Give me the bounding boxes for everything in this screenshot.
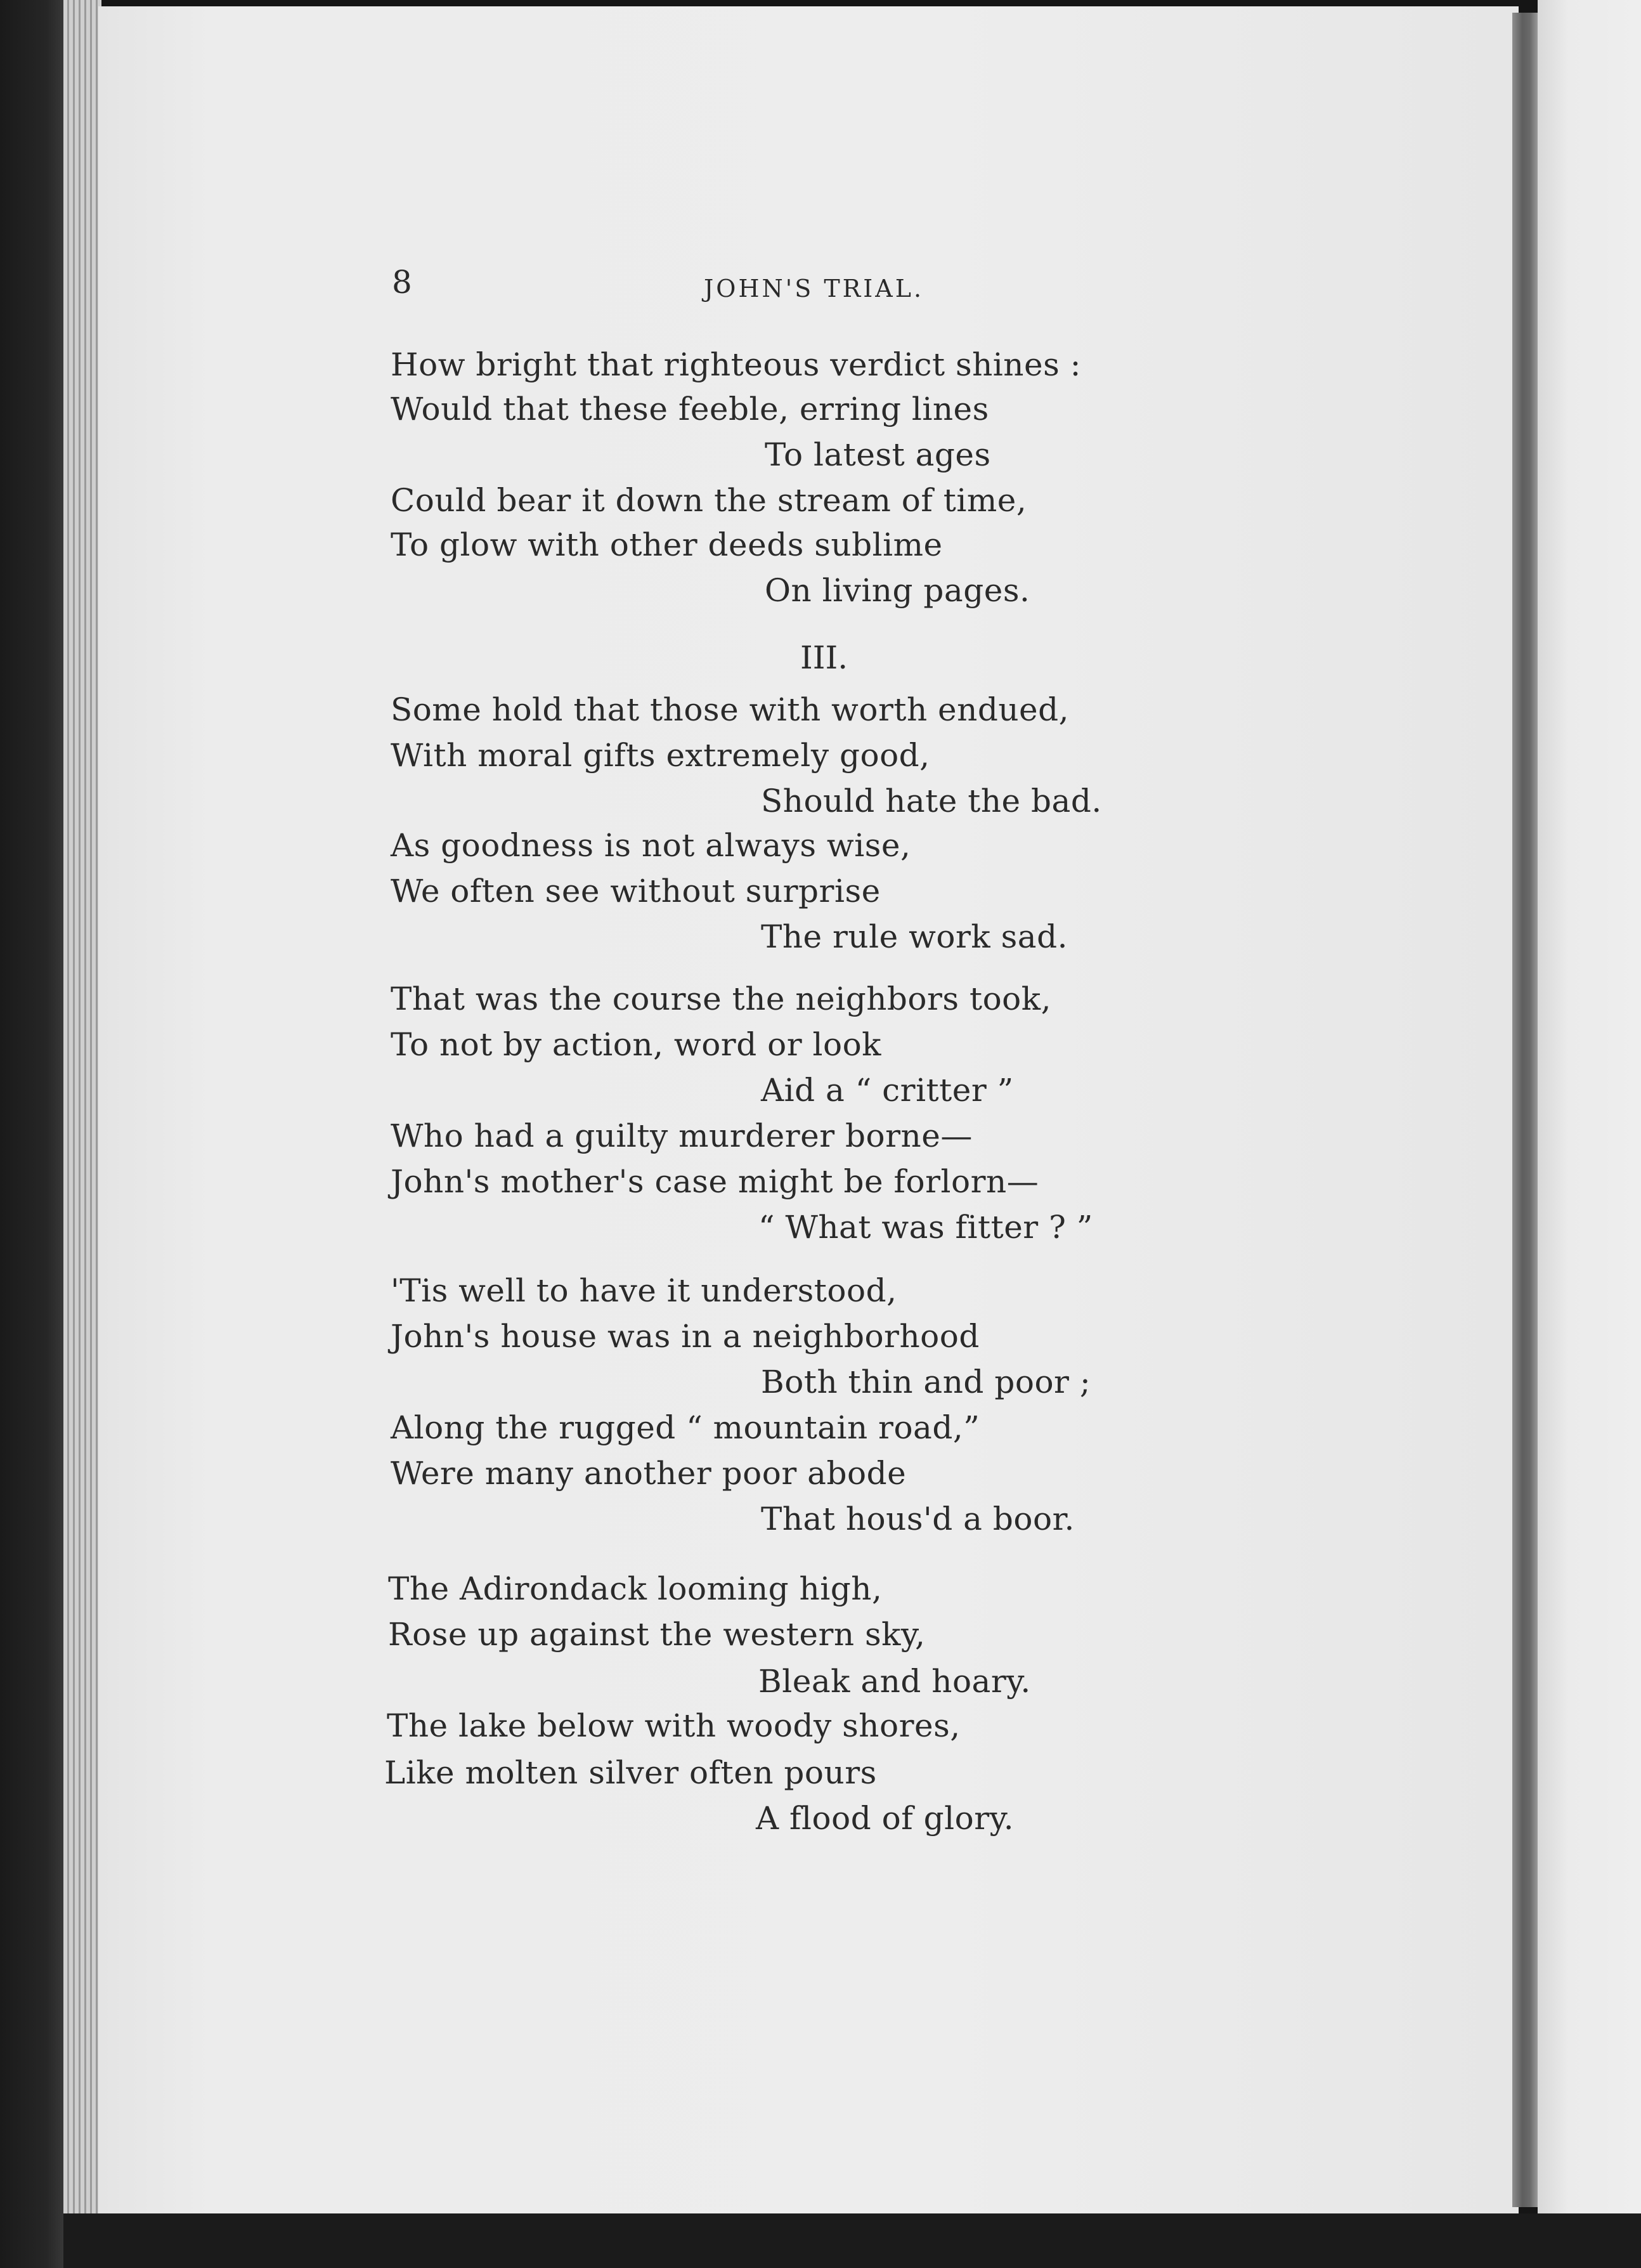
poem-line: A flood of glory. bbox=[756, 1800, 1015, 1837]
running-title: JOHN'S TRIAL. bbox=[704, 275, 924, 303]
poem-line: Both thin and poor ; bbox=[761, 1364, 1091, 1400]
poem-line: Aid a “ critter ” bbox=[761, 1072, 1014, 1109]
section-number: III. bbox=[800, 639, 848, 676]
poem-line: John's house was in a neighborhood bbox=[391, 1318, 980, 1355]
binding-margin bbox=[0, 0, 66, 2268]
poem-line: Should hate the bad. bbox=[761, 783, 1102, 819]
poem-line: Some hold that those with worth endued, bbox=[391, 691, 1070, 728]
poem-line: The rule work sad. bbox=[761, 918, 1068, 955]
book-spine bbox=[1512, 13, 1538, 2207]
poem-line: Bleak and hoary. bbox=[758, 1663, 1031, 1700]
poem-line: That was the course the neighbors took, bbox=[391, 981, 1051, 1017]
poem-line: The Adirondack looming high, bbox=[388, 1570, 883, 1607]
poem-line: “ What was fitter ? ” bbox=[758, 1209, 1093, 1246]
poem-line: That hous'd a boor. bbox=[761, 1501, 1075, 1537]
poem-line: 'Tis well to have it understood, bbox=[391, 1272, 897, 1309]
poem-line: To not by action, word or look bbox=[391, 1026, 881, 1063]
poem-line: Would that these feeble, erring lines bbox=[391, 391, 989, 427]
book-page bbox=[98, 6, 1519, 2213]
page-number: 8 bbox=[392, 264, 412, 301]
poem-line: To latest ages bbox=[765, 436, 991, 473]
poem-line: Along the rugged “ mountain road,” bbox=[391, 1409, 980, 1446]
poem-line: Rose up against the western sky, bbox=[388, 1616, 926, 1653]
poem-line: The lake below with woody shores, bbox=[387, 1707, 961, 1744]
poem-line: As goodness is not always wise, bbox=[391, 827, 911, 864]
poem-line: Were many another poor abode bbox=[391, 1455, 907, 1492]
poem-line: Like molten silver often pours bbox=[384, 1754, 877, 1791]
poem-line: John's mother's case might be forlorn— bbox=[391, 1163, 1039, 1200]
poem-line: Who had a guilty murderer borne— bbox=[391, 1118, 973, 1154]
bottom-border bbox=[63, 2213, 1641, 2268]
poem-line: Could bear it down the stream of time, bbox=[391, 482, 1027, 519]
poem-line: We often see without surprise bbox=[391, 873, 881, 909]
poem-line: To glow with other deeds sublime bbox=[391, 526, 943, 563]
poem-line: On living pages. bbox=[765, 572, 1030, 609]
poem-line: How bright that righteous verdict shines : bbox=[391, 346, 1081, 383]
poem-line: With moral gifts extremely good, bbox=[391, 737, 930, 774]
facing-page-edge bbox=[1538, 0, 1641, 2220]
page-edges bbox=[63, 0, 101, 2220]
